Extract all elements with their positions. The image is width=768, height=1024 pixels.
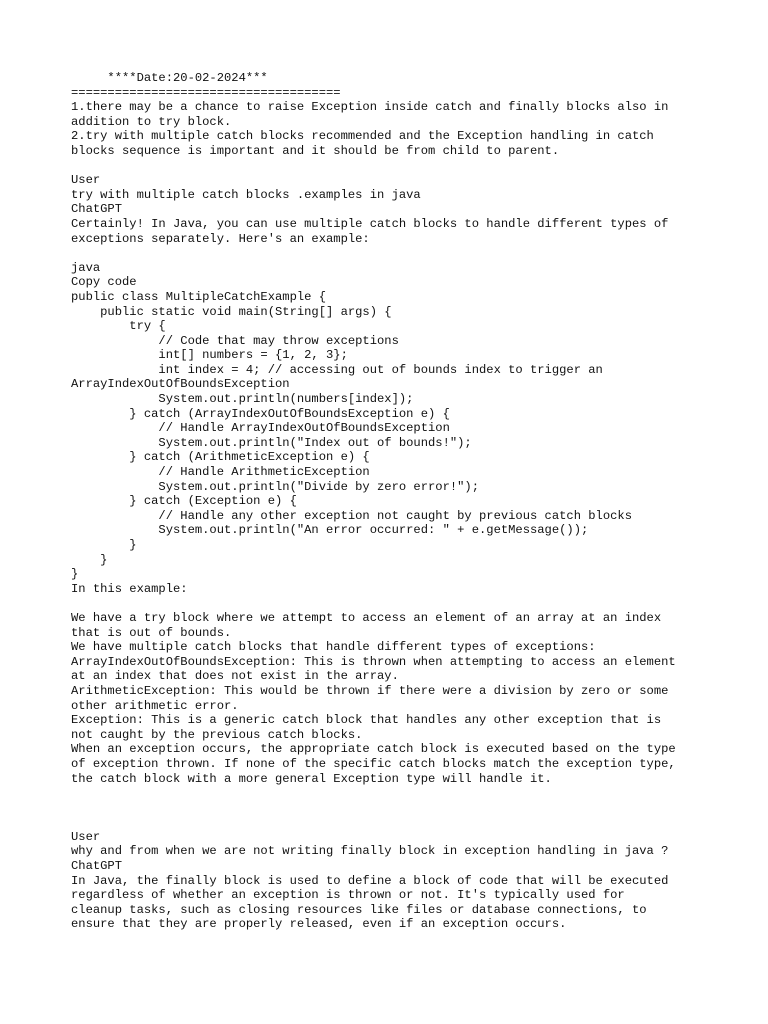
text-line: // Handle any other exception not caught by previous catch blocks: [71, 508, 632, 523]
text-line: } catch (ArithmeticException e) {: [71, 450, 370, 465]
text-line: int[] numbers = {1, 2, 3};: [71, 348, 348, 363]
text-line: ****Date:20-02-2024***: [71, 71, 268, 85]
text-line: [71, 159, 731, 174]
text-line: User: [71, 173, 101, 188]
text-line: that is out of bounds.: [71, 625, 232, 640]
text-line: java: [71, 260, 101, 275]
text-line: ensure that they are properly released, even if an exception occurs.: [71, 917, 567, 932]
text-line: 1.there may be a chance to raise Exception inside catch and finally blocks also in: [71, 100, 669, 115]
text-line: // Code that may throw exceptions: [71, 333, 399, 348]
text-line: We have a try block where we attempt to access an element of an array at an index: [71, 610, 662, 625]
text-line: Certainly! In Java, you can use multiple catch blocks to handle different types of: [71, 216, 669, 231]
text-line: exceptions separately. Here's an example:: [71, 231, 370, 246]
text-line: regardless of whether an exception is thrown or not. It's typically used for: [71, 888, 625, 903]
text-line: System.out.println("Divide by zero error!");: [71, 479, 479, 494]
text-line: Copy code: [71, 275, 137, 290]
text-line: addition to try block.: [71, 114, 232, 129]
text-line: ChatGPT: [71, 202, 122, 217]
text-line: System.out.println("Index out of bounds!");: [71, 435, 472, 450]
text-line: System.out.println(numbers[index]);: [71, 392, 414, 407]
text-line: blocks sequence is important and it should be from child to parent.: [71, 143, 560, 158]
text-line: ArithmeticException: This would be thrown if there were a division by zero or some: [71, 683, 669, 698]
text-line: In this example:: [71, 581, 188, 596]
text-line: public class MultipleCatchExample {: [71, 289, 326, 304]
text-line: [71, 801, 731, 816]
text-line: When an exception occurs, the appropriate catch block is executed based on the type: [71, 742, 676, 757]
text-line: User: [71, 829, 101, 844]
text-line: of exception thrown. If none of the specific catch blocks match the exception type,: [71, 756, 676, 771]
text-line: other arithmetic error.: [71, 698, 239, 713]
text-line: System.out.println("An error occurred: " + e.getMessage());: [71, 523, 589, 538]
text-line: try with multiple catch blocks .examples in java: [71, 187, 421, 202]
text-line: ArrayIndexOutOfBoundsException: [71, 377, 290, 392]
document-page: [71, 71, 731, 932]
text-line: }: [71, 567, 79, 582]
text-line: // Handle ArrayIndexOutOfBoundsException: [71, 421, 450, 436]
text-line: ChatGPT: [71, 859, 122, 874]
text-line: [71, 246, 731, 261]
text-line: why and from when we are not writing finally block in exception handling in java ?: [71, 844, 669, 859]
text-line: cleanup tasks, such as closing resources like files or database connections, to: [71, 902, 647, 917]
text-line: } catch (Exception e) {: [71, 494, 297, 509]
text-line: }: [71, 552, 108, 567]
text-line: // Handle ArithmeticException: [71, 465, 370, 480]
text-line: 2.try with multiple catch blocks recommended and the Exception handling in catch: [71, 129, 654, 144]
text-line: =====================================: [71, 85, 341, 100]
text-line: try {: [71, 319, 166, 334]
text-line: ArrayIndexOutOfBoundsException: This is thrown when attempting to access an element: [71, 654, 676, 669]
text-line: [71, 815, 731, 830]
text-line: not caught by the previous catch blocks.: [71, 727, 363, 742]
text-line: In Java, the finally block is used to define a block of code that will be executed: [71, 873, 669, 888]
text-line: } catch (ArrayIndexOutOfBoundsException e) {: [71, 406, 450, 421]
text-line: public static void main(String[] args) {: [71, 304, 392, 319]
text-line: Exception: This is a generic catch block that handles any other exception that is: [71, 713, 662, 728]
text-line: }: [71, 538, 137, 552]
text-line: [71, 596, 731, 611]
text-line: [71, 786, 731, 801]
text-line: int index = 4; // accessing out of bounds index to trigger an: [71, 362, 603, 377]
text-line: at an index that does not exist in the array.: [71, 669, 399, 684]
text-line: We have multiple catch blocks that handle different types of exceptions:: [71, 640, 596, 655]
text-line: the catch block with a more general Exception type will handle it.: [71, 771, 552, 786]
